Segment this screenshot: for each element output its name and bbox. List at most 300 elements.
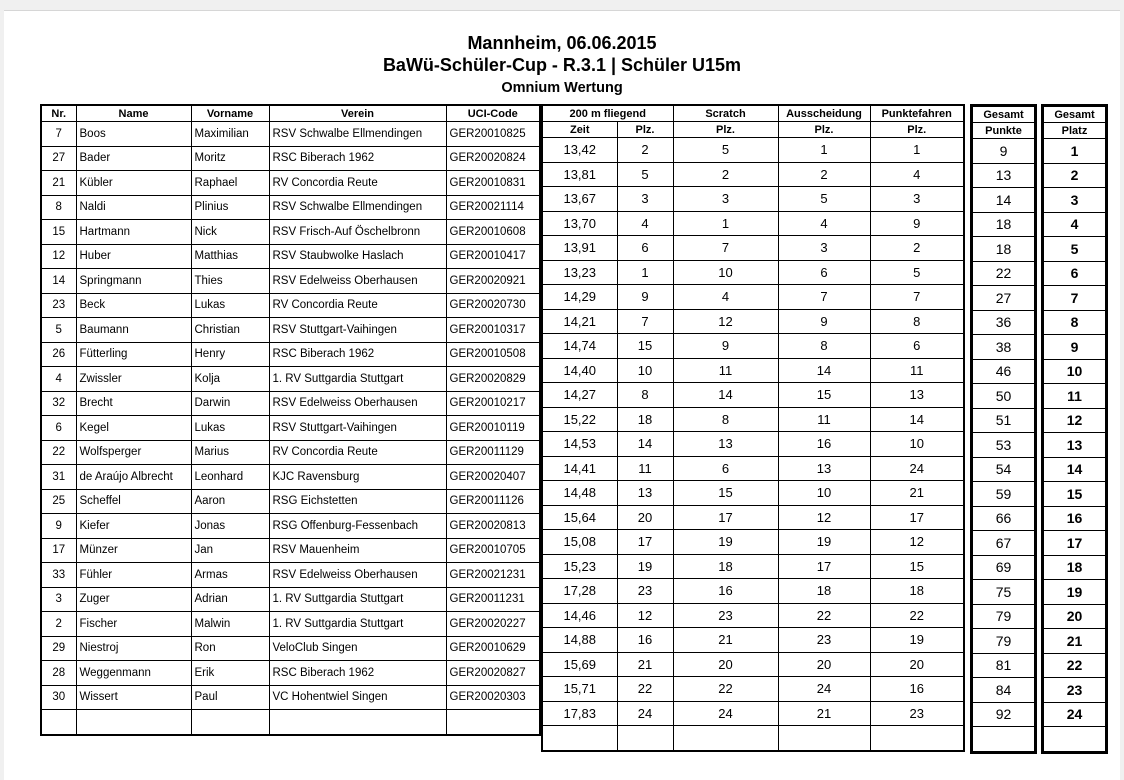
- table-row: [972, 237, 1036, 262]
- verein-cell: RSC Biberach 1962: [269, 146, 446, 171]
- table-row: [542, 309, 964, 334]
- start-number-cell: 29: [41, 636, 76, 661]
- gesamt-platz-cell: 19: [1043, 580, 1107, 605]
- table-row: [1043, 163, 1107, 188]
- gesamt-platz-cell: 3: [1043, 188, 1107, 213]
- scratch-platz-cell: 5: [673, 138, 778, 163]
- table-row: [542, 211, 964, 236]
- table-row: [542, 162, 964, 187]
- name-cell: Boos: [76, 122, 191, 147]
- table-row: [41, 293, 540, 318]
- scratch-platz-cell: 16: [673, 579, 778, 604]
- col-scratch: Scratch: [673, 105, 778, 122]
- gesamt-punkte-cell: 67: [972, 531, 1036, 556]
- start-number-cell: 5: [41, 318, 76, 343]
- vorname-cell: Henry: [191, 342, 269, 367]
- verein-cell: 1. RV Suttgardia Stuttgart: [269, 367, 446, 392]
- zeit-cell: 14,74: [542, 334, 617, 359]
- zeit-cell: 14,27: [542, 383, 617, 408]
- table-row: [41, 318, 540, 343]
- verein-cell: RSV Frisch-Auf Öschelbronn: [269, 220, 446, 245]
- name-cell: Fütterling: [76, 342, 191, 367]
- table-row: [542, 456, 964, 481]
- table-row: [1043, 261, 1107, 286]
- gesamt-platz-cell: 24: [1043, 702, 1107, 727]
- start-number-cell: 14: [41, 269, 76, 294]
- table-row: [1043, 482, 1107, 507]
- fliegend-platz-cell: 21: [617, 652, 673, 677]
- table-row: [972, 555, 1036, 580]
- start-number-cell: 32: [41, 391, 76, 416]
- gesamt-punkte-cell: 53: [972, 433, 1036, 458]
- scratch-platz-cell: 21: [673, 628, 778, 653]
- gesamt-punkte-cell: 38: [972, 335, 1036, 360]
- col-gesamt-punkte-top: Gesamt: [972, 106, 1036, 123]
- fliegend-platz-cell: 16: [617, 628, 673, 653]
- ausscheidung-platz-cell: 6: [778, 260, 870, 285]
- scratch-platz-cell: 7: [673, 236, 778, 261]
- ausscheidung-platz-cell: 23: [778, 628, 870, 653]
- table-row: [972, 212, 1036, 237]
- gesamt-platz-cell: 1: [1043, 139, 1107, 164]
- punktefahren-platz-cell: 6: [870, 334, 964, 359]
- fliegend-platz-cell: 3: [617, 187, 673, 212]
- punktefahren-platz-cell: 17: [870, 505, 964, 530]
- gesamt-platz-cell: 17: [1043, 531, 1107, 556]
- start-number-cell: 9: [41, 514, 76, 539]
- start-number-cell: 25: [41, 489, 76, 514]
- name-cell: Fischer: [76, 612, 191, 637]
- punktefahren-platz-cell: 7: [870, 285, 964, 310]
- ausscheidung-platz-cell: 14: [778, 358, 870, 383]
- gesamt-punkte-cell: 66: [972, 506, 1036, 531]
- punktefahren-platz-cell: 10: [870, 432, 964, 457]
- gesamt-punkte-cell: 51: [972, 408, 1036, 433]
- gesamt-punkte-cell: 18: [972, 212, 1036, 237]
- punktefahren-platz-cell: 12: [870, 530, 964, 555]
- start-number-cell: 23: [41, 293, 76, 318]
- uci-code-cell: GER20020827: [446, 661, 540, 686]
- table-row: [972, 335, 1036, 360]
- scratch-platz-cell: 17: [673, 505, 778, 530]
- ausscheidung-platz-cell: 18: [778, 579, 870, 604]
- gesamt-punkte-cell: 75: [972, 580, 1036, 605]
- col-ausscheidung-plz: Plz.: [778, 122, 870, 138]
- gesamt-punkte-cell: 9: [972, 139, 1036, 164]
- uci-code-cell: GER20020921: [446, 269, 540, 294]
- name-cell: Huber: [76, 244, 191, 269]
- vorname-cell: Lukas: [191, 293, 269, 318]
- table-row: [41, 465, 540, 490]
- fliegend-platz-cell: 10: [617, 358, 673, 383]
- ausscheidung-platz-cell: 16: [778, 432, 870, 457]
- table-row: [41, 612, 540, 637]
- verein-cell: [269, 710, 446, 735]
- table-row: [1043, 212, 1107, 237]
- name-cell: [76, 710, 191, 735]
- name-cell: Naldi: [76, 195, 191, 220]
- scratch-platz-cell: 10: [673, 260, 778, 285]
- table-row: [972, 482, 1036, 507]
- zeit-cell: 14,48: [542, 481, 617, 506]
- zeit-cell: 15,69: [542, 652, 617, 677]
- table-row: [1043, 335, 1107, 360]
- ausscheidung-platz-cell: 24: [778, 677, 870, 702]
- vorname-cell: Moritz: [191, 146, 269, 171]
- uci-code-cell: GER20010317: [446, 318, 540, 343]
- table-row: [972, 188, 1036, 213]
- col-punktefahren-plz: Plz.: [870, 122, 964, 138]
- verein-cell: RSV Schwalbe Ellmendingen: [269, 122, 446, 147]
- vorname-cell: Jan: [191, 538, 269, 563]
- vorname-cell: Aaron: [191, 489, 269, 514]
- punktefahren-platz-cell: 19: [870, 628, 964, 653]
- verein-cell: 1. RV Suttgardia Stuttgart: [269, 612, 446, 637]
- fliegend-platz-cell: 17: [617, 530, 673, 555]
- gesamt-punkte-cell: 18: [972, 237, 1036, 262]
- gesamt-punkte-cell: 59: [972, 482, 1036, 507]
- gesamt-punkte-cell: 79: [972, 604, 1036, 629]
- fliegend-platz-cell: 8: [617, 383, 673, 408]
- ausscheidung-platz-cell: 17: [778, 554, 870, 579]
- results-table: [541, 104, 965, 752]
- verein-cell: 1. RV Suttgardia Stuttgart: [269, 587, 446, 612]
- col-gesamt-punkte: Punkte: [972, 123, 1036, 139]
- event-location-date: Mannheim, 06.06.2015: [467, 33, 657, 53]
- punktefahren-platz-cell: 22: [870, 603, 964, 628]
- col-fliegend-plz: Plz.: [617, 122, 673, 138]
- gesamt-platz-cell: 18: [1043, 555, 1107, 580]
- vorname-cell: [191, 710, 269, 735]
- start-number-cell: 7: [41, 122, 76, 147]
- table-row: [1043, 702, 1107, 727]
- gesamt-punkte-cell: 84: [972, 678, 1036, 703]
- fliegend-platz-cell: 6: [617, 236, 673, 261]
- gesamt-platz-cell: 6: [1043, 261, 1107, 286]
- scratch-platz-cell: 15: [673, 481, 778, 506]
- gesamt-platz-cell: 10: [1043, 359, 1107, 384]
- table-row: [972, 506, 1036, 531]
- table-row: [542, 530, 964, 555]
- name-cell: Brecht: [76, 391, 191, 416]
- table-row: [542, 334, 964, 359]
- zeit-cell: 15,71: [542, 677, 617, 702]
- gesamt-punkte-cell: 46: [972, 359, 1036, 384]
- fliegend-platz-cell: 18: [617, 407, 673, 432]
- uci-code-cell: GER20010608: [446, 220, 540, 245]
- zeit-cell: 14,21: [542, 309, 617, 334]
- ausscheidung-platz-cell: 10: [778, 481, 870, 506]
- fliegend-platz-cell: 7: [617, 309, 673, 334]
- table-row: [1043, 629, 1107, 654]
- start-number-cell: 27: [41, 146, 76, 171]
- table-row: [972, 408, 1036, 433]
- verein-cell: VC Hohentwiel Singen: [269, 685, 446, 710]
- ausscheidung-platz-cell: 5: [778, 187, 870, 212]
- punktefahren-platz-cell: 23: [870, 701, 964, 726]
- fliegend-platz-cell: 24: [617, 701, 673, 726]
- gesamt-punkte-cell: [972, 727, 1036, 753]
- table-row: [1043, 727, 1107, 753]
- uci-code-cell: GER20010417: [446, 244, 540, 269]
- name-cell: Weggenmann: [76, 661, 191, 686]
- ausscheidung-platz-cell: 20: [778, 652, 870, 677]
- start-number-cell: 28: [41, 661, 76, 686]
- table-row: [1043, 310, 1107, 335]
- name-cell: Niestroj: [76, 636, 191, 661]
- total-points-table: [970, 104, 1037, 754]
- table-row: [1043, 237, 1107, 262]
- scratch-platz-cell: 23: [673, 603, 778, 628]
- verein-cell: VeloClub Singen: [269, 636, 446, 661]
- fliegend-platz-cell: 9: [617, 285, 673, 310]
- gesamt-platz-cell: 8: [1043, 310, 1107, 335]
- name-cell: Springmann: [76, 269, 191, 294]
- event-title: BaWü-Schüler-Cup - R.3.1 | Schüler U15m: [382, 55, 742, 75]
- gesamt-platz-cell: 4: [1043, 212, 1107, 237]
- start-number-cell: 6: [41, 416, 76, 441]
- table-row: [1043, 408, 1107, 433]
- gesamt-punkte-cell: 36: [972, 310, 1036, 335]
- table-row: [972, 457, 1036, 482]
- zeit-cell: 15,23: [542, 554, 617, 579]
- table-row: [41, 563, 540, 588]
- table-row: [41, 416, 540, 441]
- table-row: [542, 285, 964, 310]
- table-row: [972, 433, 1036, 458]
- ausscheidung-platz-cell: 7: [778, 285, 870, 310]
- table-row: [972, 163, 1036, 188]
- uci-code-cell: GER20020829: [446, 367, 540, 392]
- table-row: [41, 367, 540, 392]
- zeit-cell: 13,70: [542, 211, 617, 236]
- verein-cell: RSG Eichstetten: [269, 489, 446, 514]
- zeit-cell: 15,64: [542, 505, 617, 530]
- vorname-cell: Darwin: [191, 391, 269, 416]
- punktefahren-platz-cell: 18: [870, 579, 964, 604]
- start-number-cell: 2: [41, 612, 76, 637]
- ausscheidung-platz-cell: 4: [778, 211, 870, 236]
- zeit-cell: 14,53: [542, 432, 617, 457]
- gesamt-punkte-cell: 22: [972, 261, 1036, 286]
- verein-cell: RSC Biberach 1962: [269, 661, 446, 686]
- table-row: [41, 661, 540, 686]
- gesamt-platz-cell: 16: [1043, 506, 1107, 531]
- col-vorname: Vorname: [191, 105, 269, 122]
- gesamt-punkte-cell: 79: [972, 629, 1036, 654]
- verein-cell: RSV Edelweiss Oberhausen: [269, 563, 446, 588]
- zeit-cell: 13,91: [542, 236, 617, 261]
- vorname-cell: Plinius: [191, 195, 269, 220]
- vorname-cell: Erik: [191, 661, 269, 686]
- table-row: [1043, 678, 1107, 703]
- table-row: [972, 531, 1036, 556]
- table-row: [41, 342, 540, 367]
- ausscheidung-platz-cell: 9: [778, 309, 870, 334]
- start-number-cell: 22: [41, 440, 76, 465]
- final-rank-table: [1041, 104, 1108, 754]
- table-row: [972, 678, 1036, 703]
- table-row: [542, 505, 964, 530]
- uci-code-cell: GER20010119: [446, 416, 540, 441]
- verein-cell: RSC Biberach 1962: [269, 342, 446, 367]
- name-cell: Beck: [76, 293, 191, 318]
- uci-code-cell: GER20020824: [446, 146, 540, 171]
- zeit-cell: 17,28: [542, 579, 617, 604]
- table-row: [41, 122, 540, 147]
- verein-cell: RV Concordia Reute: [269, 171, 446, 196]
- gesamt-platz-cell: [1043, 727, 1107, 753]
- name-cell: Zuger: [76, 587, 191, 612]
- table-row: [41, 489, 540, 514]
- uci-code-cell: GER20020730: [446, 293, 540, 318]
- verein-cell: KJC Ravensburg: [269, 465, 446, 490]
- fliegend-platz-cell: 22: [617, 677, 673, 702]
- table-row: [972, 139, 1036, 164]
- col-ausscheidung: Ausscheidung: [778, 105, 870, 122]
- uci-code-cell: GER20011129: [446, 440, 540, 465]
- table-row: [542, 358, 964, 383]
- gesamt-platz-cell: 14: [1043, 457, 1107, 482]
- ausscheidung-platz-cell: 8: [778, 334, 870, 359]
- scratch-platz-cell: 3: [673, 187, 778, 212]
- scratch-platz-cell: 9: [673, 334, 778, 359]
- table-row: [542, 701, 964, 726]
- table-row: [1043, 457, 1107, 482]
- fliegend-platz-cell: 15: [617, 334, 673, 359]
- gesamt-punkte-cell: 69: [972, 555, 1036, 580]
- table-row: [542, 726, 964, 751]
- table-row: [972, 604, 1036, 629]
- punktefahren-platz-cell: 21: [870, 481, 964, 506]
- uci-code-cell: GER20010629: [446, 636, 540, 661]
- ranking-title: Omnium Wertung: [501, 80, 623, 96]
- fliegend-platz-cell: 13: [617, 481, 673, 506]
- zeit-cell: 15,08: [542, 530, 617, 555]
- table-row: [542, 481, 964, 506]
- table-row: [972, 653, 1036, 678]
- uci-code-cell: GER20010825: [446, 122, 540, 147]
- punktefahren-platz-cell: 13: [870, 383, 964, 408]
- uci-code-cell: GER20010705: [446, 538, 540, 563]
- ausscheidung-platz-cell: 3: [778, 236, 870, 261]
- table-row: [542, 138, 964, 163]
- punktefahren-platz-cell: 2: [870, 236, 964, 261]
- scratch-platz-cell: 20: [673, 652, 778, 677]
- verein-cell: RSV Staubwolke Haslach: [269, 244, 446, 269]
- rider-table: [40, 104, 541, 736]
- gesamt-platz-cell: 11: [1043, 384, 1107, 409]
- gesamt-punkte-cell: 50: [972, 384, 1036, 409]
- vorname-cell: Leonhard: [191, 465, 269, 490]
- table-row: [1043, 359, 1107, 384]
- table-row: [1043, 286, 1107, 311]
- name-cell: Wissert: [76, 685, 191, 710]
- zeit-cell: [542, 726, 617, 751]
- gesamt-platz-cell: 20: [1043, 604, 1107, 629]
- vorname-cell: Christian: [191, 318, 269, 343]
- table-row: [41, 587, 540, 612]
- vorname-cell: Marius: [191, 440, 269, 465]
- table-row: [542, 407, 964, 432]
- uci-code-cell: GER20010508: [446, 342, 540, 367]
- uci-code-cell: GER20020227: [446, 612, 540, 637]
- punktefahren-platz-cell: 15: [870, 554, 964, 579]
- table-row: [41, 171, 540, 196]
- uci-code-cell: [446, 710, 540, 735]
- vorname-cell: Jonas: [191, 514, 269, 539]
- uci-code-cell: GER20011231: [446, 587, 540, 612]
- punktefahren-platz-cell: 20: [870, 652, 964, 677]
- table-row: [542, 652, 964, 677]
- scratch-platz-cell: 18: [673, 554, 778, 579]
- vorname-cell: Thies: [191, 269, 269, 294]
- punktefahren-platz-cell: 24: [870, 456, 964, 481]
- vorname-cell: Kolja: [191, 367, 269, 392]
- name-cell: Bader: [76, 146, 191, 171]
- ausscheidung-platz-cell: 19: [778, 530, 870, 555]
- verein-cell: RSV Schwalbe Ellmendingen: [269, 195, 446, 220]
- table-row: [41, 710, 540, 735]
- vorname-cell: Lukas: [191, 416, 269, 441]
- punktefahren-platz-cell: 8: [870, 309, 964, 334]
- table-row: [1043, 139, 1107, 164]
- uci-code-cell: GER20011126: [446, 489, 540, 514]
- name-cell: Scheffel: [76, 489, 191, 514]
- zeit-cell: 13,42: [542, 138, 617, 163]
- table-row: [972, 310, 1036, 335]
- zeit-cell: 14,88: [542, 628, 617, 653]
- vorname-cell: Malwin: [191, 612, 269, 637]
- table-row: [41, 685, 540, 710]
- punktefahren-platz-cell: 11: [870, 358, 964, 383]
- start-number-cell: 31: [41, 465, 76, 490]
- zeit-cell: 17,83: [542, 701, 617, 726]
- ausscheidung-platz-cell: 1: [778, 138, 870, 163]
- fliegend-platz-cell: 19: [617, 554, 673, 579]
- vorname-cell: Raphael: [191, 171, 269, 196]
- punktefahren-platz-cell: 1: [870, 138, 964, 163]
- table-row: [41, 514, 540, 539]
- verein-cell: RSV Edelweiss Oberhausen: [269, 269, 446, 294]
- uci-code-cell: GER20020303: [446, 685, 540, 710]
- table-row: [41, 391, 540, 416]
- ausscheidung-platz-cell: [778, 726, 870, 751]
- gesamt-platz-cell: 9: [1043, 335, 1107, 360]
- zeit-cell: 13,23: [542, 260, 617, 285]
- gesamt-platz-cell: 12: [1043, 408, 1107, 433]
- start-number-cell: 21: [41, 171, 76, 196]
- name-cell: Wolfsperger: [76, 440, 191, 465]
- start-number-cell: 17: [41, 538, 76, 563]
- table-row: [542, 187, 964, 212]
- zeit-cell: 13,67: [542, 187, 617, 212]
- name-cell: Kiefer: [76, 514, 191, 539]
- start-number-cell: 3: [41, 587, 76, 612]
- gesamt-punkte-cell: 54: [972, 457, 1036, 482]
- scratch-platz-cell: 4: [673, 285, 778, 310]
- table-row: [1043, 604, 1107, 629]
- start-number-cell: 33: [41, 563, 76, 588]
- table-row: [542, 554, 964, 579]
- table-row: [41, 269, 540, 294]
- start-number-cell: 30: [41, 685, 76, 710]
- scratch-platz-cell: 6: [673, 456, 778, 481]
- zeit-cell: 14,46: [542, 603, 617, 628]
- verein-cell: RV Concordia Reute: [269, 440, 446, 465]
- ausscheidung-platz-cell: 11: [778, 407, 870, 432]
- scratch-platz-cell: 8: [673, 407, 778, 432]
